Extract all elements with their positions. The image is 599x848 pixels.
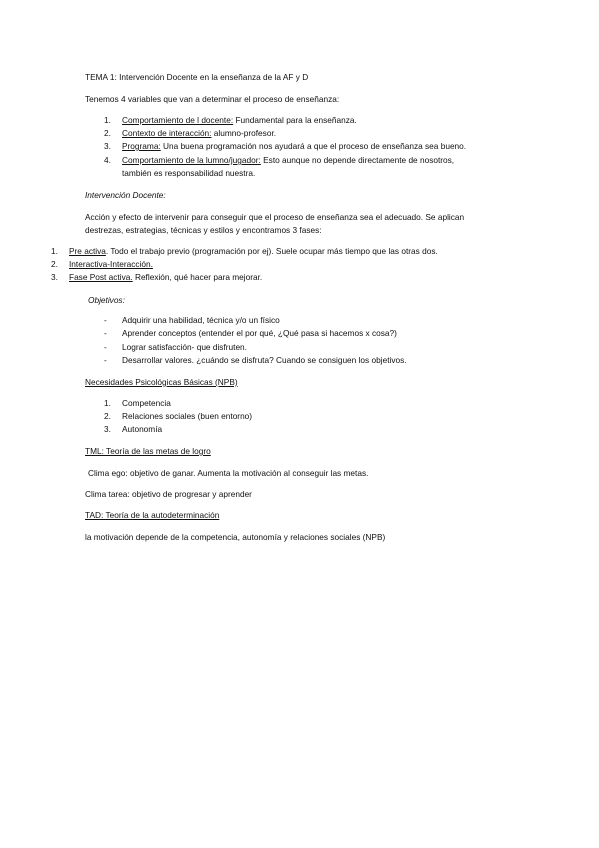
variable-desc: alumno-profesor. <box>211 128 277 138</box>
section-heading-objetivos: Objetivos: <box>88 295 125 305</box>
list-item-text <box>122 141 466 152</box>
list-item-text: Aprender conceptos (entender el por qué, ¿Qué pasa si hacemos x cosa?) <box>122 328 397 338</box>
list-bullet: - <box>104 328 107 338</box>
phase-desc: . Todo el trabajo previo (programación por ej). Suele ocupar más tiempo que las otras dos. <box>105 246 438 256</box>
list-item-text <box>122 155 454 166</box>
phase-desc: Reflexión, qué hacer para mejorar. <box>132 272 263 282</box>
tad-paragraph: la motivación depende de la competencia, autonomía y relaciones sociales (NPB) <box>85 532 386 542</box>
list-number: 3. <box>104 424 111 434</box>
tml-clima-ego: Clima ego: objetivo de ganar. Aumenta la motivación al conseguir las metas. <box>88 468 369 478</box>
intervencion-paragraph-line1: Acción y efecto de intervenir para conseguir que el proceso de enseñanza sea el adecuado. Se aplican <box>85 212 465 222</box>
tml-clima-tarea: Clima tarea: objetivo de progresar y aprender <box>85 489 252 499</box>
title-text: TEMA 1: Intervención Docente en la enseñanza de la AF y D <box>85 72 309 82</box>
list-item-text: Relaciones sociales (buen entorno) <box>122 411 253 421</box>
list-number: 2. <box>51 259 58 269</box>
list-item-text: Desarrollar valores. ¿cuándo se disfruta? Cuando se consiguen los objetivos. <box>122 355 407 365</box>
list-item-text <box>69 246 438 257</box>
phase-term: Fase Post activa. <box>69 272 133 282</box>
section-heading-tml: TML: Teoría de las metas de logro <box>85 446 211 456</box>
list-item-text: Adquirir una habilidad, técnica y/o un físico <box>122 315 280 325</box>
list-item-text: Lograr satisfacción- que disfruten. <box>122 342 247 352</box>
list-number: 2. <box>104 128 111 138</box>
intro-paragraph: Tenemos 4 variables que van a determinar el proceso de enseñanza: <box>85 94 340 104</box>
list-bullet: - <box>104 355 107 365</box>
variable-desc: Esto aunque no depende directamente de nosotros, <box>260 155 455 165</box>
phase-term: Interactiva-Interacción. <box>69 259 153 269</box>
intervencion-paragraph-line2: destrezas, estrategias, técnicas y estilos y encontramos 3 fases: <box>85 225 322 235</box>
page-title <box>85 72 308 83</box>
list-item-text <box>69 272 262 283</box>
variable-term: Comportamiento de l docente: <box>122 115 234 125</box>
list-number: 1. <box>51 246 58 256</box>
variable-term: Programa: <box>122 141 161 151</box>
phase-term: Pre activa <box>69 246 106 256</box>
variable-desc: Fundamental para la enseñanza. <box>233 115 357 125</box>
list-number: 1. <box>104 115 111 125</box>
list-number: 3. <box>51 272 58 282</box>
list-number: 2. <box>104 411 111 421</box>
list-number: 4. <box>104 155 111 165</box>
list-item-text <box>122 115 357 126</box>
variable-term: Comportamiento de la lumno/jugador: <box>122 155 261 165</box>
variable-desc-cont: también es responsabilidad nuestra. <box>122 168 256 178</box>
list-item-text: Autonomía <box>122 424 163 434</box>
section-heading-npb: Necesidades Psicológicas Básicas (NPB) <box>85 377 238 387</box>
variable-term: Contexto de interacción: <box>122 128 212 138</box>
list-item-text <box>122 128 276 139</box>
list-bullet: - <box>104 315 107 325</box>
section-heading-intervencion: Intervención Docente: <box>85 190 166 200</box>
list-number: 1. <box>104 398 111 408</box>
variable-desc: Una buena programación nos ayudará a que el proceso de enseñanza sea bueno. <box>160 141 467 151</box>
list-bullet: - <box>104 342 107 352</box>
section-heading-tad: TAD: Teoría de la autodeterminación <box>85 510 220 520</box>
list-item-text: Competencia <box>122 398 171 408</box>
list-item-text <box>69 259 153 270</box>
list-number: 3. <box>104 141 111 151</box>
